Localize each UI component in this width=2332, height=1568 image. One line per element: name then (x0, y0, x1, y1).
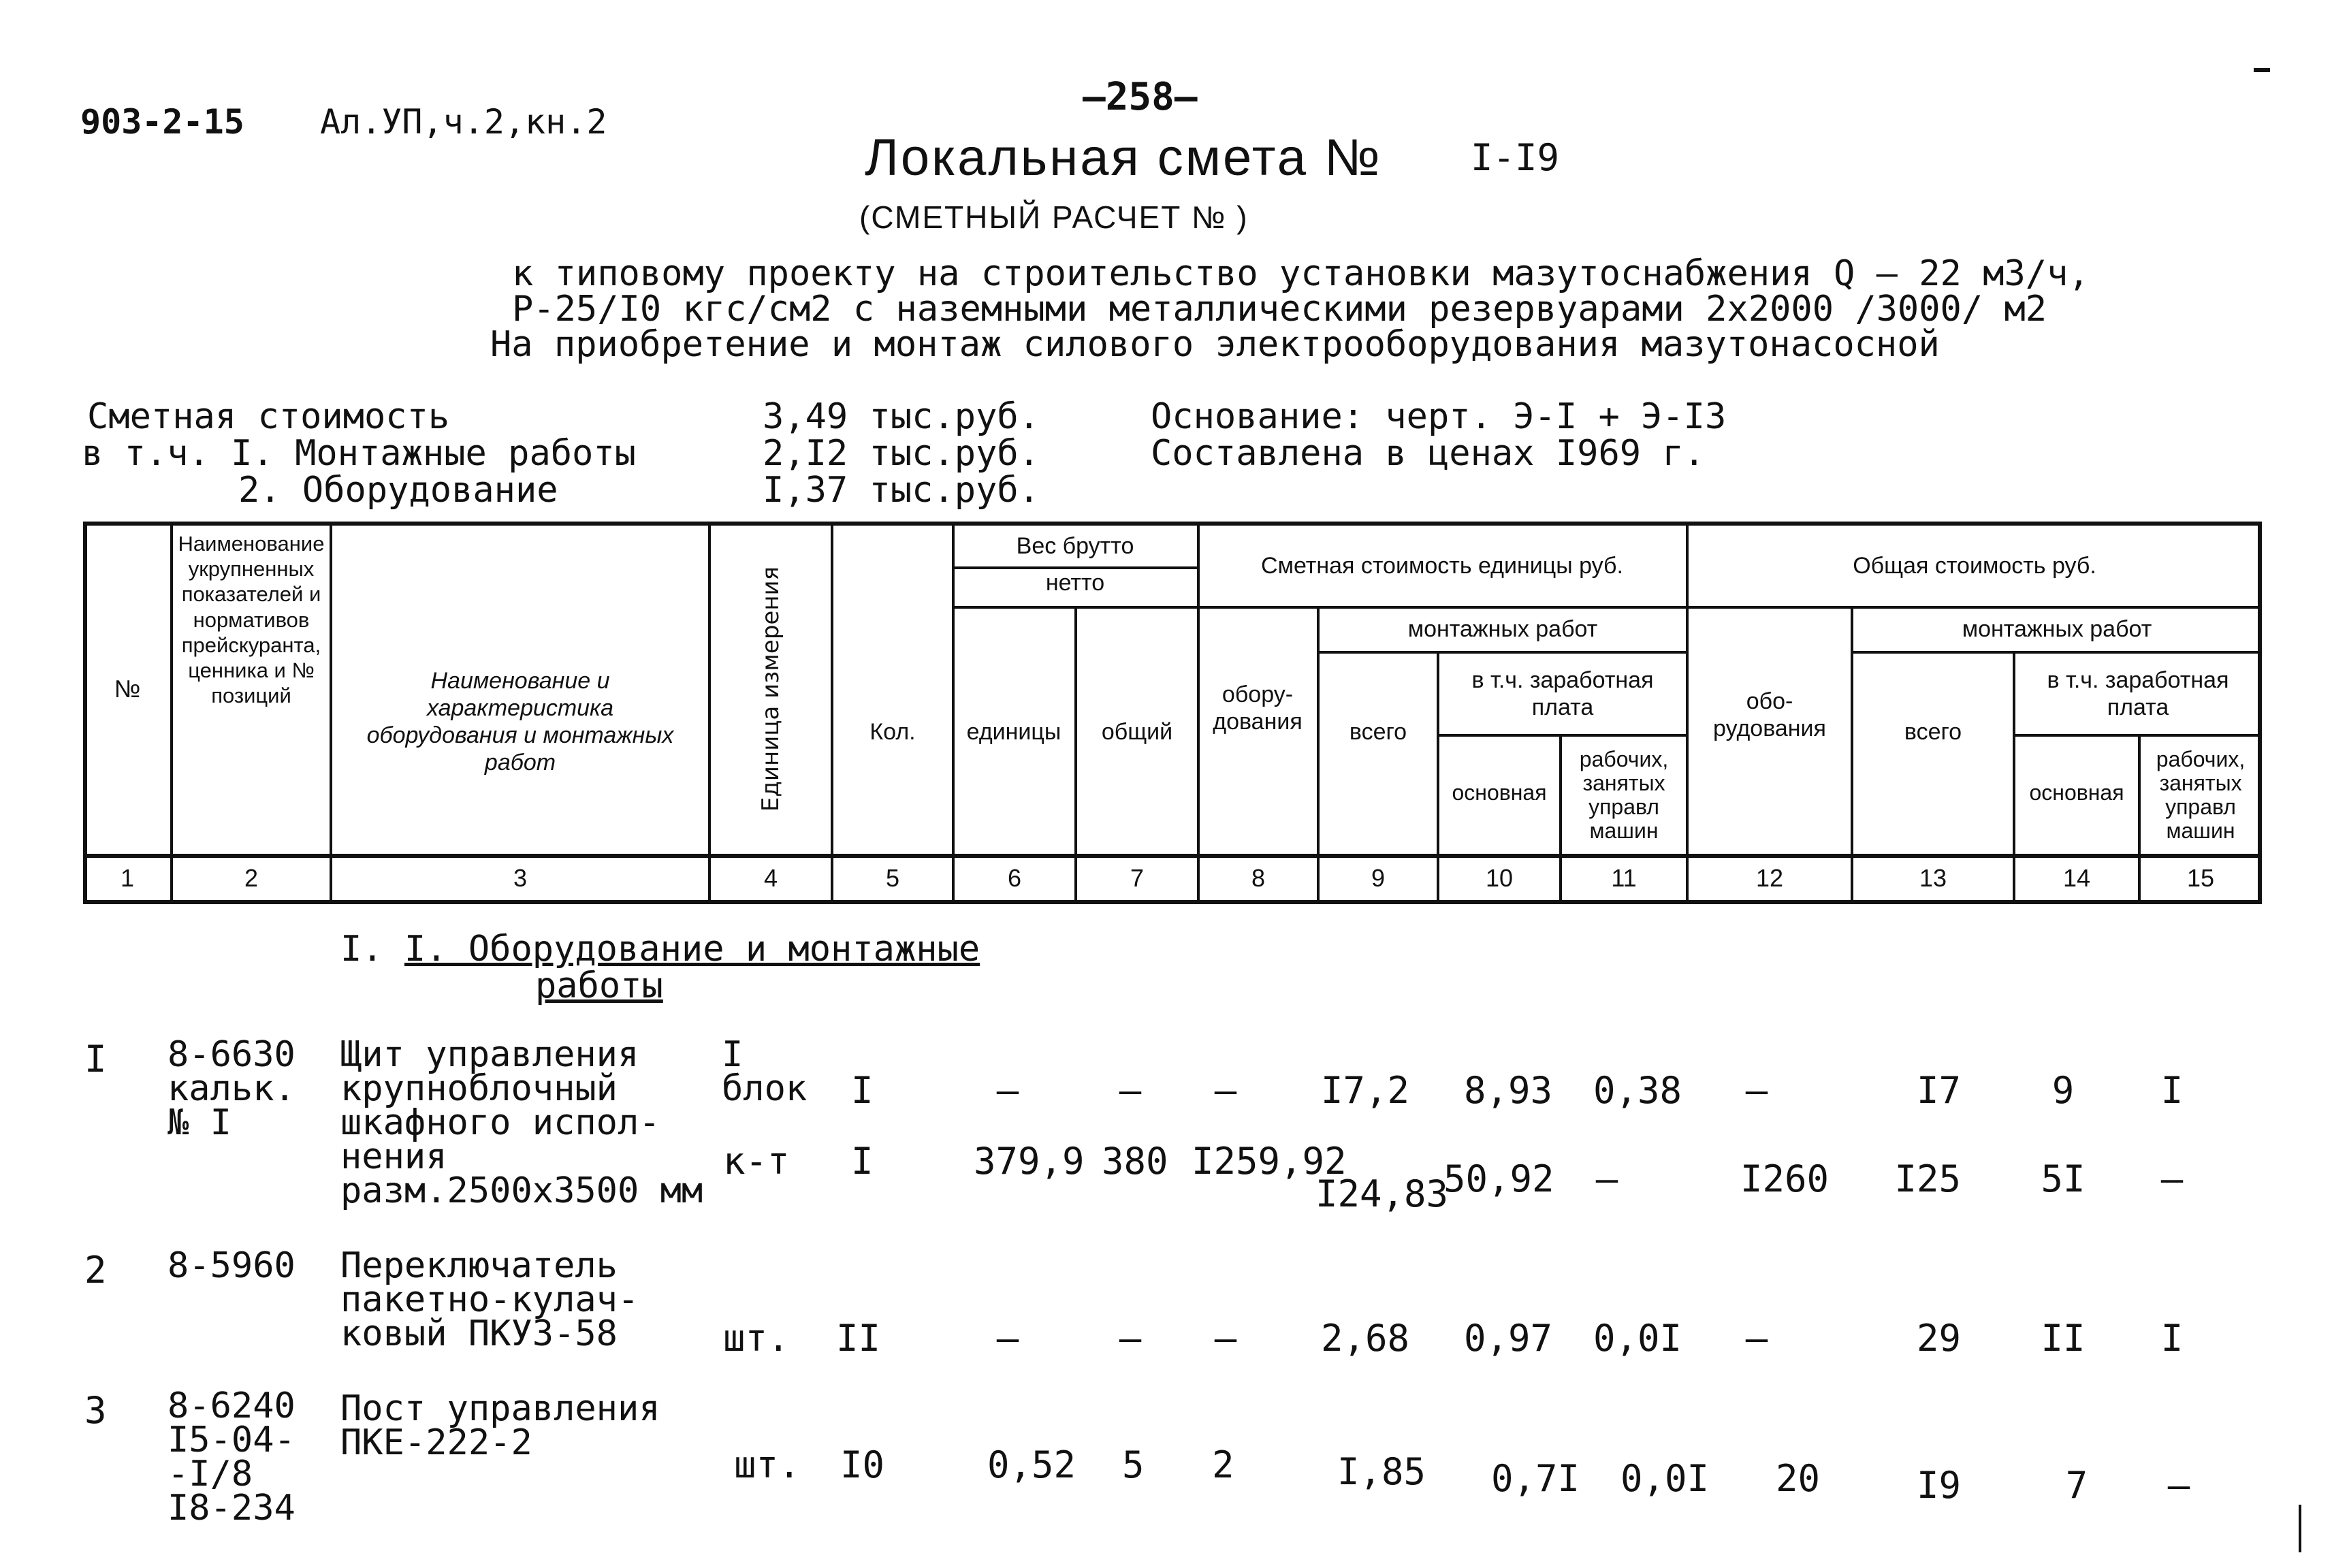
col12-header: обо-рудования (1713, 688, 1826, 741)
page-title: Локальная смета № (865, 129, 1382, 187)
row-total-equipment: I260 (1740, 1157, 1830, 1200)
summary-basis: Основание: черт. Э-I + Э-I3 (1151, 396, 1727, 437)
col-number: 7 (1130, 864, 1145, 892)
row-code: 8-6240 I5-04- -I/8 I8-234 (167, 1386, 296, 1529)
section-title-line-2: работы (535, 965, 663, 1006)
summary-value-install: 2,I2 тыс.руб. (763, 433, 1040, 474)
row-total-equipment: – (1745, 1069, 1768, 1112)
description-line-1: к типовому проекту на строительство установки мазутоснабжения Q – 22 м3/ч, (512, 253, 2090, 294)
row-total-machine: I (2160, 1317, 2184, 1360)
wage-group-header-2: в т.ч. заработная плата (2047, 667, 2229, 720)
row-cost-machine: 0,0I (1620, 1457, 1710, 1500)
col-number: 6 (1007, 864, 1022, 892)
row-total-wage: II (2041, 1317, 2086, 1360)
col-number: 15 (2186, 864, 2215, 892)
col-number: 10 (1485, 864, 1514, 892)
row-cost-machine: – (1595, 1157, 1618, 1200)
row-cost-equipment: – (1214, 1317, 1237, 1360)
row-total-install: 29 (1916, 1317, 1961, 1360)
row-total-install: I7 (1916, 1069, 1961, 1112)
row-unit: шт. (734, 1443, 801, 1486)
col13-header: всего (1904, 718, 1962, 745)
row-number: I (84, 1038, 107, 1081)
section-title-text: I. Оборудование и монтажные (404, 929, 980, 970)
row-total-wage: 7 (2065, 1464, 2088, 1507)
install-group-header-2: монтажных работ (1962, 615, 2152, 642)
document-code: 903-2-15 (80, 102, 244, 142)
row-total-equipment: 20 (1776, 1457, 1821, 1500)
row-cost-equipment: – (1214, 1069, 1237, 1112)
row-cost-install: 2,68 (1320, 1317, 1409, 1360)
row-number: 3 (84, 1389, 107, 1432)
col14-header: основная (2029, 780, 2124, 805)
row-name: Щит управления крупноблочный шкафного испол- нения разм.2500х3500 мм (340, 1034, 703, 1211)
row-cost-machine: 0,38 (1593, 1069, 1682, 1112)
row-weight-total: 5 (1122, 1443, 1145, 1486)
col-number: 12 (1755, 864, 1784, 892)
col-number: 5 (885, 864, 900, 892)
page-subtitle: (СМЕТНЫЙ РАСЧЕТ № ) (859, 199, 1249, 235)
wage-group-header: в т.ч. заработная плата (1471, 667, 1654, 720)
row-name: Переключатель пакетно-кулач- ковый ПКУ3-58 (340, 1245, 639, 1354)
install-group-header: монтажных работ (1407, 615, 1598, 642)
row-weight-unit: – (996, 1317, 1019, 1360)
col5-header: Кол. (869, 718, 916, 745)
summary-value-equipment: I,37 тыс.руб. (763, 470, 1040, 511)
row-total-machine: – (2167, 1464, 2190, 1507)
row-weight-unit: 0,52 (987, 1443, 1076, 1486)
page-number: —258— (1083, 75, 1198, 119)
col-number: 14 (2062, 864, 2091, 892)
row-number: 2 (84, 1249, 107, 1292)
weight-group-header: Вес брутто (1016, 532, 1134, 559)
summary-prices: Составлена в ценах I969 г. (1151, 433, 1705, 474)
row-qty: II (836, 1317, 881, 1360)
row-total-install: I9 (1916, 1464, 1961, 1507)
row-cost-install: I7,2 (1320, 1069, 1409, 1112)
row-code: 8-6630 кальк. № I (167, 1034, 296, 1143)
edge-mark (2299, 1505, 2301, 1552)
row-cost-wage: 8,93 (1463, 1069, 1552, 1112)
row-cost-equipment: 2 (1212, 1443, 1234, 1486)
col4-header (711, 524, 831, 854)
col-number: 9 (1371, 864, 1386, 892)
row-unit: к-т (723, 1140, 790, 1183)
col6-header: единицы (966, 718, 1061, 745)
col3-header: Наименование и характеристика оборудования и монтажных работ (366, 667, 674, 776)
summary-label-install: в т.ч. I. Монтажные работы (82, 433, 636, 474)
col10-header: основная (1452, 780, 1547, 805)
row-unit: I блок (722, 1034, 808, 1109)
row-code: 8-5960 (167, 1245, 296, 1286)
row-qty: I0 (840, 1443, 885, 1486)
row-cost-wage: 0,97 (1463, 1317, 1552, 1360)
album-reference: Ал.УП,ч.2,кн.2 (320, 102, 607, 142)
row-cost-wage: 50,92 (1443, 1157, 1554, 1200)
corner-mark (2254, 68, 2270, 72)
col-number: 11 (1611, 864, 1637, 892)
col11-header: рабочих, занятых управл машин (1579, 746, 1669, 844)
row-qty: I (851, 1140, 874, 1183)
col-number: 4 (763, 864, 778, 892)
col2-header: Наименование укрупненных показателей и нормативов прейскуранта, ценника и № позиций (178, 532, 325, 708)
col-no-header: № (114, 674, 141, 703)
row-weight-unit: 379,9 (974, 1140, 1085, 1183)
row-weight-total: – (1119, 1317, 1142, 1360)
row-cost-wage: 0,7I (1491, 1457, 1580, 1500)
row-total-equipment: – (1745, 1317, 1768, 1360)
col-number: 1 (120, 864, 135, 892)
row-weight-total: – (1119, 1069, 1142, 1112)
row-cost-install: I,85 (1337, 1450, 1426, 1493)
summary-value-total: 3,49 тыс.руб. (763, 396, 1040, 437)
col-number: 3 (513, 864, 528, 892)
row-unit: шт. (723, 1317, 790, 1360)
summary-label-equipment: 2. Оборудование (238, 470, 558, 511)
row-weight-unit: – (996, 1069, 1019, 1112)
row-cost-machine: 0,0I (1593, 1317, 1682, 1360)
row-cost-install: I24,83 (1315, 1172, 1449, 1215)
col7-header: общий (1101, 718, 1173, 745)
total-group-header: Общая стоимость руб. (1853, 552, 2096, 579)
col15-header: рабочих, занятых управл машин (2156, 746, 2246, 844)
col8-header: обору-дования (1213, 681, 1303, 735)
col-number: 13 (1919, 864, 1947, 892)
row-qty: I (851, 1069, 874, 1112)
col-number: 2 (244, 864, 259, 892)
col9-header: всего (1349, 718, 1407, 745)
description-line-3: На приобретение и монтаж силового электрооборудования мазутонасосной (490, 324, 1940, 365)
row-cost-equipment: I259,92 (1192, 1140, 1347, 1183)
row-total-install: I25 (1894, 1157, 1961, 1200)
row-total-wage: 9 (2051, 1069, 2075, 1112)
unit-cost-group-header: Сметная стоимость единицы руб. (1261, 552, 1623, 579)
row-total-wage: 5I (2041, 1157, 2086, 1200)
estimate-number: I-I9 (1471, 136, 1560, 179)
description-line-2: Р-25/I0 кгс/см2 с наземными металлическими резервуарами 2х2000 /3000/ м2 (512, 289, 2047, 330)
row-name: Пост управления ПКЕ-222-2 (340, 1388, 660, 1463)
row-total-machine: I (2160, 1069, 2184, 1112)
row-total-machine: – (2160, 1157, 2184, 1200)
col4-header-label: Единица измерения (757, 566, 784, 812)
row-weight-total: 380 (1102, 1140, 1168, 1183)
col-number: 8 (1251, 864, 1266, 892)
section-title: I. I. Оборудование и монтажные (340, 929, 980, 970)
weight-sub-header: нетто (1045, 570, 1105, 596)
summary-label-total: Сметная стоимость (87, 396, 450, 437)
